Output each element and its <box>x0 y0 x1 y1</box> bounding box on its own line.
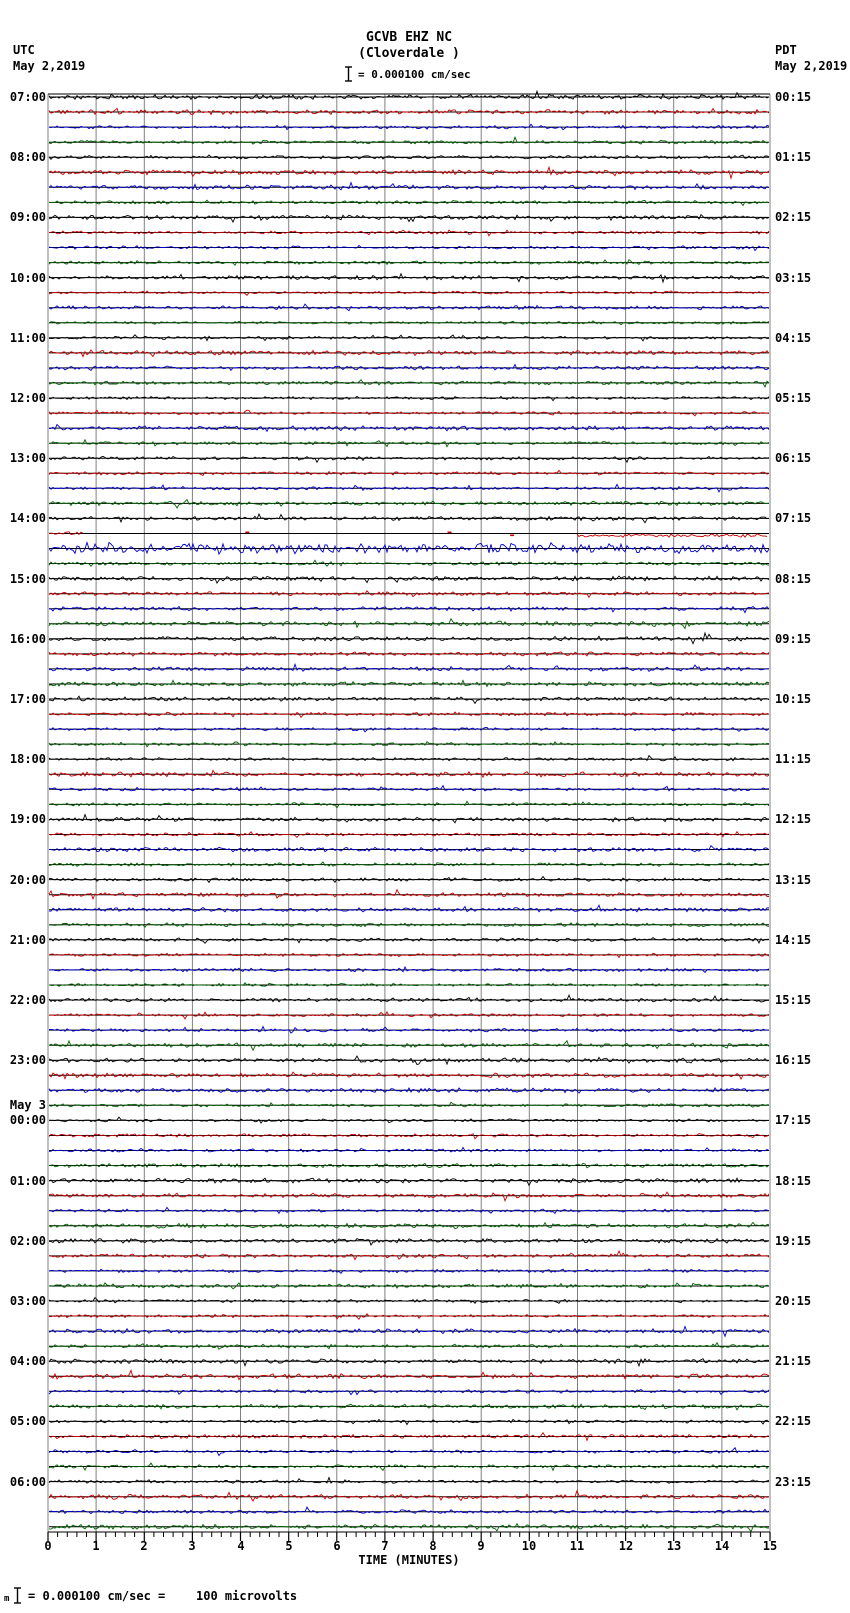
trace-blip <box>448 532 452 534</box>
seismic-trace <box>49 470 769 475</box>
trace-row <box>49 591 769 597</box>
trace-row <box>49 938 769 944</box>
trace-row <box>49 1359 769 1366</box>
utc-row-label: 06:00 <box>9 1475 46 1489</box>
trace-row <box>49 470 769 475</box>
seismic-trace <box>49 953 769 957</box>
trace-row <box>49 183 769 190</box>
seismic-trace <box>49 1359 769 1366</box>
trace-row <box>49 728 769 732</box>
trace-row <box>49 801 769 807</box>
seismic-trace <box>49 938 769 944</box>
trace-row <box>49 410 769 416</box>
x-tick-label: 2 <box>140 1539 148 1553</box>
trace-row <box>49 108 769 114</box>
utc-row-label: 15:00 <box>9 572 46 586</box>
seismic-trace <box>49 1343 769 1349</box>
trace-row <box>49 1419 769 1424</box>
utc-row-label: 04:00 <box>9 1354 46 1368</box>
utc-row-label: 09:00 <box>9 210 46 224</box>
trace-row <box>49 607 769 613</box>
trace-row <box>49 155 769 159</box>
x-tick-label: 8 <box>429 1539 437 1553</box>
pdt-row-label: 03:15 <box>775 271 812 285</box>
utc-row-label: 07:00 <box>9 90 46 104</box>
pdt-row-label: 10:15 <box>775 692 812 706</box>
pdt-row-label: 04:15 <box>775 331 812 345</box>
seismic-trace <box>49 215 769 223</box>
trace-row <box>49 877 769 883</box>
trace-row <box>49 230 769 236</box>
trace-row <box>49 1269 769 1273</box>
seismic-trace <box>49 1192 769 1201</box>
x-tick-label: 0 <box>44 1539 52 1553</box>
utc-label: UTC <box>13 43 35 57</box>
x-axis-title: TIME (MINUTES) <box>358 1553 460 1567</box>
x-tick-label: 12 <box>618 1539 634 1553</box>
trace-row <box>49 335 769 341</box>
seismic-trace <box>49 728 769 732</box>
trace-row <box>49 1298 769 1304</box>
trace-row <box>49 1117 769 1123</box>
trace-row <box>49 560 769 566</box>
trace-row <box>49 91 769 99</box>
trace-row <box>49 905 769 912</box>
seismic-trace <box>49 877 769 883</box>
x-tick-label: 5 <box>285 1539 293 1553</box>
utc-row-label: 10:00 <box>9 271 46 285</box>
x-tick-label: 14 <box>714 1539 730 1553</box>
pdt-row-label: 08:15 <box>775 572 812 586</box>
trace-row <box>49 832 769 838</box>
footer-scale-bar-icon <box>13 1587 22 1604</box>
utc-row-label: 17:00 <box>9 692 46 706</box>
pdt-row-label: 02:15 <box>775 210 812 224</box>
seismic-trace <box>49 1419 769 1424</box>
trace-row <box>49 1102 769 1107</box>
trace-row <box>49 245 769 250</box>
trace-row <box>49 304 769 311</box>
seismic-trace <box>577 534 767 537</box>
trace-row <box>49 619 769 629</box>
seismic-trace <box>49 108 769 114</box>
station-location: (Cloverdale ) <box>358 46 460 61</box>
pdt-row-label: 06:15 <box>775 451 812 465</box>
x-tick-label: 13 <box>666 1539 682 1553</box>
seismic-trace <box>49 1404 769 1410</box>
pdt-row-label: 12:15 <box>775 812 812 826</box>
trace-row <box>49 1507 769 1514</box>
seismic-trace <box>49 484 769 492</box>
pdt-date: May 2,2019 <box>775 59 848 73</box>
seismic-trace <box>49 1147 769 1152</box>
x-tick-label: 9 <box>477 1539 485 1553</box>
trace-row <box>49 696 769 703</box>
seismic-trace <box>49 1478 769 1484</box>
seismic-trace <box>49 1012 769 1019</box>
seismic-trace <box>49 1370 769 1379</box>
trace-row <box>49 742 769 747</box>
trace-row <box>49 137 769 144</box>
trace-row <box>49 1404 769 1410</box>
seismic-trace <box>49 1102 769 1107</box>
utc-row-label: 18:00 <box>9 752 46 766</box>
pdt-row-label: 11:15 <box>775 752 812 766</box>
x-tick-label: 7 <box>381 1539 389 1553</box>
pdt-row-label: 22:15 <box>775 1414 812 1428</box>
seismic-trace <box>49 786 769 791</box>
trace-row <box>49 500 769 508</box>
trace-row <box>49 1343 769 1349</box>
trace-row <box>49 1027 769 1034</box>
scale-label: = 0.000100 cm/sec <box>358 68 471 81</box>
trace-row <box>49 862 769 866</box>
seismic-trace <box>49 1491 769 1501</box>
trace-row <box>49 756 769 761</box>
trace-row <box>49 1491 769 1501</box>
trace-row <box>49 1178 769 1185</box>
trace-row <box>49 274 769 282</box>
pdt-row-label: 14:15 <box>775 933 812 947</box>
trace-row <box>49 1478 769 1484</box>
trace-blip <box>245 532 249 534</box>
seismic-trace <box>49 664 769 671</box>
trace-row <box>49 1314 769 1320</box>
seismic-trace <box>49 846 769 852</box>
seismic-trace <box>49 1390 769 1395</box>
trace-row <box>49 456 769 462</box>
trace-row <box>49 890 769 899</box>
trace-row <box>49 680 769 686</box>
trace-row <box>49 953 769 957</box>
trace-row <box>49 1134 769 1139</box>
seismic-trace <box>49 1239 769 1245</box>
utc-row-label: 08:00 <box>9 150 46 164</box>
pdt-row-label: 13:15 <box>775 873 812 887</box>
trace-row <box>49 786 769 791</box>
seismic-trace <box>49 995 769 1002</box>
utc-date: May 2,2019 <box>13 59 86 73</box>
seismic-trace <box>49 1524 769 1532</box>
trace-row <box>49 1012 769 1019</box>
pdt-row-label: 00:15 <box>775 90 812 104</box>
station-title: GCVB EHZ NC <box>365 30 453 45</box>
seismic-trace <box>49 756 769 761</box>
utc-row-label: 03:00 <box>9 1294 46 1308</box>
pdt-row-label: 19:15 <box>775 1234 812 1248</box>
footer-prefix: m <box>4 1594 10 1604</box>
trace-row <box>49 967 769 973</box>
pdt-row-label: 18:15 <box>775 1174 812 1188</box>
utc-row-label: May 3 <box>9 1098 46 1112</box>
pdt-row-label: 15:15 <box>775 993 812 1007</box>
x-tick-label: 4 <box>237 1539 245 1553</box>
trace-row <box>49 633 769 644</box>
trace-row <box>49 260 769 266</box>
trace-row <box>49 532 769 538</box>
trace-row <box>49 200 769 205</box>
trace-row <box>49 1448 769 1456</box>
seismic-trace <box>49 712 769 717</box>
utc-row-label: 11:00 <box>9 331 46 345</box>
pdt-row-label: 07:15 <box>775 511 812 525</box>
utc-row-label: 19:00 <box>9 812 46 826</box>
trace-row <box>49 1524 769 1532</box>
trace-row <box>49 484 769 492</box>
utc-row-label: 02:00 <box>9 1234 46 1248</box>
x-tick-label: 6 <box>333 1539 341 1553</box>
x-tick-label: 3 <box>188 1539 196 1553</box>
trace-row <box>49 995 769 1002</box>
seismic-trace <box>49 607 769 613</box>
trace-row <box>49 365 769 371</box>
pdt-row-label: 01:15 <box>775 150 812 164</box>
pdt-row-label: 09:15 <box>775 632 812 646</box>
trace-row <box>49 1283 769 1289</box>
pdt-label: PDT <box>775 43 797 57</box>
trace-row <box>49 664 769 671</box>
seismic-trace <box>49 1269 769 1273</box>
trace-row <box>49 1163 769 1168</box>
seismic-trace <box>49 1178 769 1185</box>
pdt-row-label: 21:15 <box>775 1354 812 1368</box>
trace-row <box>49 1433 769 1441</box>
trace-row <box>49 1088 769 1093</box>
trace-row <box>49 1147 769 1152</box>
trace-row <box>49 167 769 178</box>
seismic-trace <box>49 576 769 583</box>
trace-row <box>49 514 769 523</box>
footer-scale-text: = 0.000100 cm/sec = <box>28 1589 166 1603</box>
seismic-trace <box>49 1507 769 1514</box>
seismic-trace <box>49 815 769 823</box>
seismic-trace <box>49 1134 769 1139</box>
pdt-row-label: 20:15 <box>775 1294 812 1308</box>
trace-row <box>49 291 769 296</box>
trace-row <box>49 983 769 987</box>
trace-row <box>49 652 769 656</box>
utc-row-label: 16:00 <box>9 632 46 646</box>
trace-row <box>49 1390 769 1395</box>
utc-row-label: 22:00 <box>9 993 46 1007</box>
trace-row <box>49 1192 769 1201</box>
utc-row-label: 13:00 <box>9 451 46 465</box>
trace-row <box>49 771 769 778</box>
seismic-trace <box>49 742 769 747</box>
seismic-trace <box>49 1251 769 1260</box>
trace-row <box>49 350 769 357</box>
pdt-row-label: 05:15 <box>775 391 812 405</box>
trace-row <box>49 440 769 447</box>
seismic-trace <box>49 91 769 99</box>
trace-row <box>49 321 769 325</box>
trace-row <box>49 124 769 130</box>
trace-row <box>49 543 769 555</box>
utc-row-label: 00:00 <box>9 1113 46 1127</box>
seismic-trace <box>49 137 769 144</box>
trace-row <box>49 1370 769 1379</box>
trace-row <box>49 1207 769 1213</box>
pdt-row-label: 23:15 <box>775 1475 812 1489</box>
utc-row-label: 05:00 <box>9 1414 46 1428</box>
utc-row-label: 20:00 <box>9 873 46 887</box>
utc-row-label: 12:00 <box>9 391 46 405</box>
seismic-trace <box>49 1298 769 1304</box>
x-tick-label: 11 <box>569 1539 585 1553</box>
trace-row <box>49 815 769 823</box>
trace-row <box>49 380 769 387</box>
footer-scale-value: 100 microvolts <box>196 1589 298 1603</box>
utc-row-label: 01:00 <box>9 1174 46 1188</box>
trace-row <box>49 1327 769 1337</box>
x-tick-label: 1 <box>92 1539 100 1553</box>
trace-row <box>49 1041 769 1050</box>
trace-row <box>49 425 769 432</box>
trace-row <box>49 846 769 852</box>
utc-row-label: 21:00 <box>9 933 46 947</box>
trace-row <box>49 396 769 400</box>
trace-row <box>49 1463 769 1470</box>
trace-row <box>49 1239 769 1245</box>
seismic-trace <box>49 680 769 686</box>
seismic-trace <box>49 905 769 912</box>
seismic-trace <box>49 183 769 190</box>
trace-blip <box>510 535 514 537</box>
trace-row <box>49 1056 769 1065</box>
trace-row <box>49 1251 769 1260</box>
utc-row-label: 23:00 <box>9 1053 46 1067</box>
seismic-trace <box>49 696 769 703</box>
trace-row <box>49 923 769 927</box>
trace-row <box>49 215 769 223</box>
pdt-row-label: 17:15 <box>775 1113 812 1127</box>
seismic-trace <box>49 456 769 462</box>
trace-row <box>49 576 769 583</box>
x-tick-label: 10 <box>521 1539 537 1553</box>
x-tick-label: 15 <box>762 1539 778 1553</box>
trace-row <box>49 712 769 717</box>
trace-row <box>49 1072 769 1079</box>
pdt-row-label: 16:15 <box>775 1053 812 1067</box>
utc-row-label: 14:00 <box>9 511 46 525</box>
trace-row <box>49 1222 769 1228</box>
